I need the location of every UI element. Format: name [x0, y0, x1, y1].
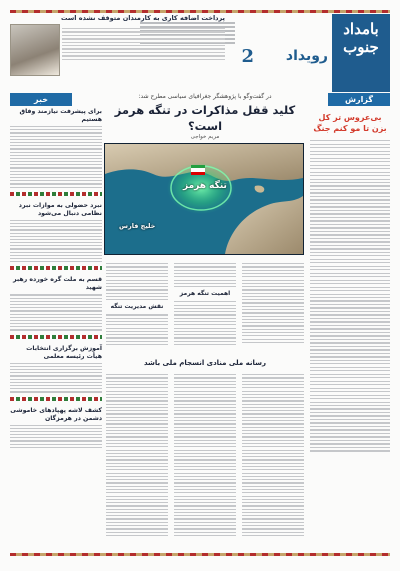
news-item	[10, 276, 102, 338]
news-item	[10, 108, 102, 196]
page-number: 2	[241, 46, 254, 67]
news-item-title: کشف لاشه پهپادهای خاموشی دشمن در هرمزگان	[10, 406, 102, 422]
header-story-photo	[10, 24, 60, 76]
news-item-title: قسم به ملت گره خورده رهبر شهید	[12, 276, 102, 292]
news-item	[10, 202, 102, 271]
main-story-subhead: نقش مدیریت تنگه	[110, 303, 164, 311]
main-story-byline: مریم خواجی	[190, 134, 220, 140]
bottom-decorative-strip	[10, 553, 390, 556]
map-graphic	[105, 144, 303, 254]
right-column-story	[310, 110, 390, 550]
left-news-column	[10, 108, 102, 550]
header-story-title: پرداخت اضافه کاری به کارمندان متوقف نشده است	[61, 14, 225, 22]
header-story	[10, 14, 225, 78]
top-decorative-strip	[10, 10, 390, 13]
iran-flag-icon	[191, 165, 205, 175]
news-item-title: آموزش برگزاری انتخابات هیأت رئیسه معلمی	[26, 344, 102, 360]
strait-of-hormuz-satellite-map	[104, 143, 304, 255]
map-label-strait: تنگه هرمز	[183, 181, 227, 191]
bottom-story-title: رسانه ملی منادی انسجام ملی باشد	[143, 359, 267, 367]
main-story-body	[106, 261, 304, 347]
news-item	[10, 345, 102, 401]
newspaper-logo: بامداد جنوب	[343, 20, 379, 56]
news-item-title: نبرد حضولی به موازات نبرد نظامی دنبال می‌شود	[18, 201, 102, 217]
main-story	[106, 93, 304, 347]
main-story-subhead: اهمیت تنگه هرمز	[179, 290, 231, 298]
report-tag: گزارش	[328, 93, 390, 106]
news-tag: خبر	[10, 93, 72, 106]
main-story-headline: کلید قفل مذاکرات در تنگه هرمز است؟	[114, 103, 296, 133]
news-item	[10, 407, 102, 449]
map-label-gulf: خلیج فارس	[119, 222, 156, 230]
masthead	[332, 14, 390, 92]
right-column-title: بی‌عروس تر کل بزن تا مو کنم جنگ	[313, 113, 387, 133]
main-story-kicker: در گفت‌وگو با پژوهشگر جغرافیای سیاسی مطرح شد:	[138, 93, 272, 100]
bottom-story	[106, 358, 304, 546]
section-title: رویداد	[285, 48, 328, 64]
news-item-title: برای پیشرفت نیازمند وفاق هستیم	[19, 108, 102, 123]
